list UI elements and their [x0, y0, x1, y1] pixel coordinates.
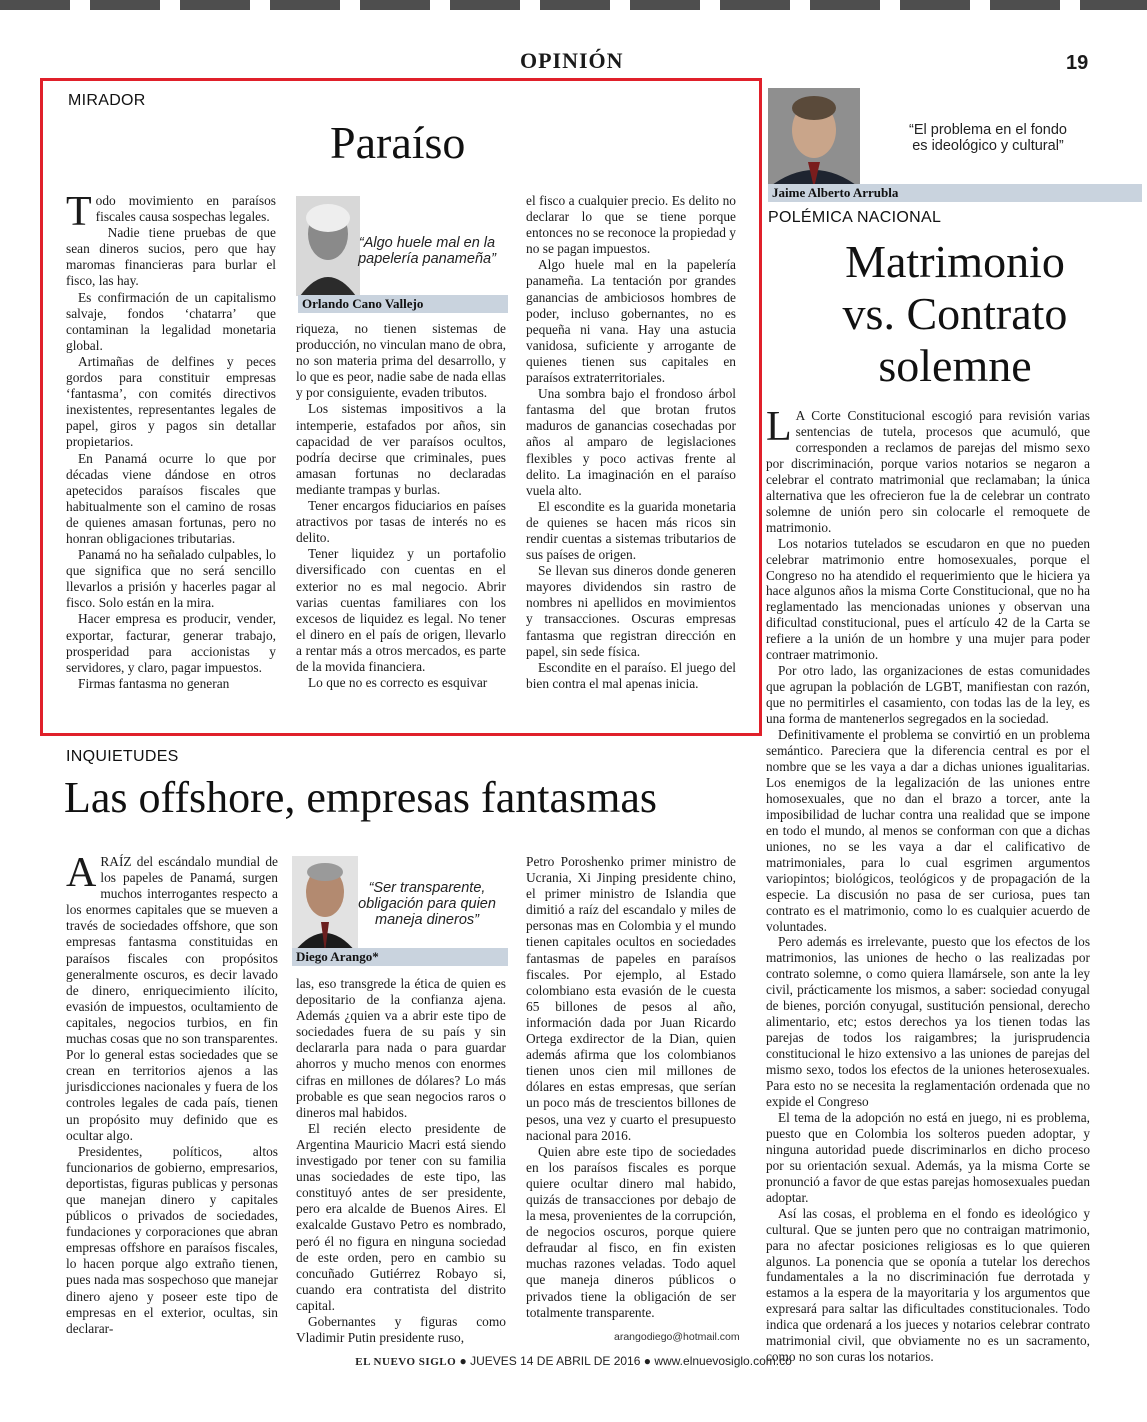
mirador-column-1 [66, 189, 276, 692]
paragraph: Escondite en el paraíso. El juego del bien contra el mal apenas inicia. [526, 659, 736, 691]
paragraph: Quien abre este tipo de sociedades en los paraísos fiscales es porque quiere ocultar dinero mal habido, quizás de transacciones por debajo de la mesa, provenientes de la corrupción, de negocios oscuros, porque quiere defraudar al fisco, en fin existen muchas razones veladas. Todo aquel que maneja dineros públicos o privados tiene la obligación de ser totalmente transparente. [526, 1143, 736, 1320]
paragraph: Panamá no ha señalado culpables, lo que significa que no será sencillo llevarlos a prisión y hacerles pagar al fisco. Solo están en la mira. [66, 547, 276, 611]
paragraph: Los notarios tutelados se escudaron en que no pueden celebrar matrimonio entre homosexuales, porque el Congreso no ha atendido el requerimiento que le hiciera ya hace algunos años la misma Corte Constitucional, que no ha reglamentado las mencionadas uniones y observan una dificultad constitucional, pues el artículo 42 de la Carta se refiere a la unión de un hombre y una mujer para poder contraer matrimonio. [766, 535, 1090, 663]
paragraph: Petro Poroshenko primer ministro de Ucrania, Xi Jinping presidente chino, el primer ministro de Islandia que dimitió a raíz del escandalo y miles de personas mas en Colombia y el mundo tienen capitales ocultos en sociedades fantasmas de papeles en paraísos fiscales. Por ejemplo, al Estado colombiano esta evasión de le cuesta 65 billones de pesos al año, información dada por Juan Ricardo Ortega exdirector de la Dian, quien además afirma que los colombianos tienen unos cien mil millones de dólares en estas empresas, que serían un poco más de trescientos billones de pesos, una vez y cuarto el presupuesto nacional para 2016. [526, 854, 736, 1143]
author-photo [768, 88, 860, 188]
mirador-label: MIRADOR [68, 92, 146, 109]
footer-url[interactable]: www.elnuevosiglo.com.co [654, 1354, 792, 1368]
mirador-column-3 [526, 193, 736, 692]
drop-cap: T [66, 189, 92, 235]
pull-quote: “El problema en el fondo es ideológico y cultural” [909, 122, 1067, 154]
inquietudes-label: INQUIETUDES [66, 748, 179, 765]
author-byline: Orlando Cano Vallejo [298, 295, 508, 313]
top-rule [0, 0, 1147, 10]
paragraph: Hacer empresa es producir, vender, exportar, facturar, generar trabajo, prosperidad para accionistas y servidores, y claro, pagar impuestos. [66, 611, 276, 675]
bullet-icon: ● [459, 1354, 471, 1368]
paragraph: Gobernantes y figuras como Vladimir Putin presidente ruso, [296, 1313, 506, 1346]
inquietudes-column-2 [296, 976, 506, 1346]
paragraph: Pero además es irrelevante, puesto que los efectos de los matrimonios, las uniones de hecho o las realizadas por contrato solemne, o como quiera llamársele, son ante la ley civil, prácticamente los mismos, a saber: sociedad conyugal de bienes, porción conyugal, sustitución pensional, derecho alimentario, etc; estos derechos ya los tienen todas las parejas de todos los raigambres; la jurisprudencia constitucional le hizo extensivo a las uniones de parejas del mismo sexo, todos los efectos de la uniones heterosexuales. Para esto no se necesita la reglamentación ordenada que no expide el Congreso [766, 934, 1090, 1109]
footer-date: JUEVES 14 DE ABRIL DE 2016 [470, 1354, 641, 1368]
paragraph: Presidentes, políticos, altos funcionarios de gobierno, empresarios, deportistas, figuras publicas y personas que manejan dinero y capitales públicos o privados de sociedades, fundaciones y corporaciones que abran empresas offshore en paraísos fiscales, lo hacen porque algo extraño tienen, pues nada mas sospechoso que manejar dinero ajeno y poseer este tipo de empresas en el exterior, ocultas, sin declarar- [66, 1143, 278, 1336]
mirador-column-2 [296, 321, 506, 691]
paragraph: En Panamá ocurre lo que por décadas viene dándose en otros apetecidos paraísos fiscales que habitualmente son el camino de rosas de quienes amasan fortunas, pero no honran obligaciones tributarias. [66, 450, 276, 546]
mirador-title: Paraíso [330, 117, 466, 168]
paragraph: Una sombra bajo el frondoso árbol fantasma del que brotan frutos maduros de ganancias cosechadas por años al amparo de legislaciones flexibles y poco activas frente al delito. La imaginación en el paraíso vuela alto. [526, 386, 736, 498]
bullet-icon: ● [643, 1354, 655, 1368]
author-byline: Jaime Alberto Arrubla [768, 184, 1142, 202]
paragraph: Nadie tiene pruebas de que sean dineros sucios, pero que hay maromas financieras para burlar el fisco, las hay. [66, 225, 276, 289]
paragraph: Por otro lado, las organizaciones de estas comunidades que agrupan la población de LGBT, manifiestan con razón, que no permitirles el casamiento, con todas las de la ley, es una forma de mantenerlos segregados en la sociedad. [766, 663, 1090, 727]
author-byline: Diego Arango* [292, 948, 508, 966]
paragraph: El escondite es la guarida monetaria de quienes se hacen más ricos sin rendir cuentas a sistemas tributarios de sus países de origen. [526, 498, 736, 563]
pull-quote: “Algo huele mal en la papelería panameña” [358, 235, 496, 267]
inquietudes-title: Las offshore, empresas fantasmas [64, 773, 657, 822]
paragraph: odo movimiento en paraísos fiscales causa sospechas legales. [95, 193, 276, 225]
inquietudes-column-1 [66, 850, 278, 1337]
paragraph: Algo huele mal en la papelería panameña. La tentación por grandes ganancias de ambiciosos hombres de poder, incluso gobernantes, no es pequeña ni vana. Hay una astucia vanidosa, suficiente y arrogante de quienes tienen sus capitales en paraísos extraterritoriales. [526, 257, 736, 386]
title-line: vs. Contrato [842, 288, 1068, 339]
paragraph: Artimañas de delfines y peces gordos para constituir empresas ‘fantasma’, con comités directivos inexistentes, representantes legales de papel, giros y pagos sin detallar propietarios. [66, 353, 276, 450]
polemica-title [780, 236, 1130, 392]
paragraph: las, eso transgrede la ética de quien es depositario de la confianza ajena. Además ¿quien va a abrir este tipo de sociedades fuera de su país y sin declararla para nada o para guardar ahorros y mucho menos con enormes cifras en millones de dólares? Lo más probable es que sean negocios raros o dineros mal habidos. [296, 976, 506, 1120]
polemica-body [766, 404, 1090, 1365]
author-photo [292, 856, 358, 952]
inquietudes-column-3 [526, 854, 736, 1321]
page-number: 19 [1066, 52, 1089, 74]
paragraph: Los sistemas impositivos a la intemperie, estafados por años, sin capacidad de ver paraísos ocultos, podría decirse que criminales, pues amasan fortunas no declaradas mediante trampas y burlas. [296, 401, 506, 497]
author-email: arangodiego@hotmail.com [614, 1331, 740, 1343]
footer [0, 1354, 1147, 1368]
author-photo [296, 196, 360, 296]
paragraph: El recién electo presidente de Argentina Mauricio Macri está siendo investigado por tener con su familia unas sociedades de este tipo, las constituyó antes de ser presidente, pero era alcalde de Buenos Aires. El exalcalde Gustavo Petro es nombrado, peró él no figura en ninguna sociedad de este orden, pero en cambio su concuñado Gutiérrez Robayo si, cuando era contratista del distrito capital. [296, 1120, 506, 1313]
drop-cap: A [66, 850, 97, 896]
title-line: solemne [878, 340, 1032, 391]
paragraph: A Corte Constitucional escogió para revisión varias sentencias de tutela, procesos que acumuló, que corresponden a reclamos de parejas del mismo sexo por discriminación, porque varios notarios se negaron a celebrar el contrato matrimonial que reclamaban; la única alternativa que les ofrecieron fue la de celebrar un contrato solemne de unión pero sin colocarle el remoquete de matrimonio. [766, 408, 1090, 535]
title-line: Matrimonio [845, 236, 1065, 287]
polemica-label: POLÉMICA NACIONAL [768, 209, 942, 226]
drop-cap: L [766, 404, 792, 450]
footer-paper: EL NUEVO SIGLO [355, 1356, 457, 1368]
paragraph: Así las cosas, el problema en el fondo es ideológico y cultural. Que se junten pero que no contraigan matrimonio, para no afectar posiciones religiosas es lo que quieren algunos. La ponencia que se oponía a tutelar los derechos fundamentales a la no discriminación fue derrotada y estamos a la espera de la mayoritaria y los argumentos que expresará para saltar las dificultades constitucionales. Todo indica que ordenará a los jueces y notarios celebrar contrato matrimonial civil, que obviamente no es un sacramento, como no son curas los notarios. [766, 1205, 1090, 1365]
paragraph: riqueza, no tienen sistemas de producción, no vinculan mano de obra, no son materia prima del desarrollo, y lo que es peor, nadie sabe de nada ellas y por consiguiente, evaden tributos. [296, 321, 506, 401]
paragraph: Lo que no es correcto es esquivar [308, 675, 488, 691]
paragraph: Firmas fantasma no generan [78, 675, 230, 691]
paragraph: El tema de la adopción no está en juego, ni es problema, puesto que en Colombia los solteros pueden adoptar, y ninguna autoridad puede discriminarlos en dicho proceso por su orientación sexual. Además, ya la misma Corte se pronunció a favor de que estas parejas homosexuales puedan adoptar. [766, 1109, 1090, 1205]
paragraph: Definitivamente el problema se convirtió en un problema semántico. Pareciera que la diferencia central es por el nombre que se les vaya a dar a dichas uniones igualitarias. Los enemigos de la legalización de las uniones entre homosexuales, que no dan el brazo a torcer, ante la imposibilidad de luchar contra una realidad que se impone en todo el mundo, al menos se conforman con que a dichas uniones, no se les vaya a dar el calificativo de matrimoniales, para lo cual esgrimen argumentos variopintos; biológicos, teológicos y de propagación de la especie. La discusión no pasa de ser curiosa, pues tan contrato es el matrimonio, como lo es cualquier acuerdo de voluntades. [766, 727, 1090, 934]
paragraph: Se llevan sus dineros donde generen mayores dividendos sin rastro de nombres ni apellidos en movimientos y transacciones. Oscuras empresas fantasma que registran dirección en papel, sin sede física. [526, 563, 736, 659]
pull-quote: “Ser transparente, obligación para quien maneja dineros” [358, 880, 496, 928]
paragraph: Es confirmación de un capitalismo salvaje, fondos ‘chatarra’ que contaminan la legalidad monetaria global. [66, 289, 276, 353]
paragraph: Tener liquidez y un portafolio diversificado con cuentas en el exterior no es mal negocio. Abrir varias cuentas familiares con los excesos de liquidez es legal. No tener el dinero en el país de origen, llevarlo a rentar más a otros mercados, es parte de la movida financiera. [296, 546, 506, 674]
paragraph: RAÍZ del escándalo mundial de los papeles de Panamá, surgen muchos interrogantes respecto a los enormes capitales que se mueven a través de sociedades offshore, que son empresas fantasma constituidas en paraísos fiscales con propósitos generalmente oscuros, es decir lavado de dinero, enriquecimiento ilícito, evasión de impuestos, ocultamiento de capitales, negocios turbios, en fin muchas cosas que no son transparentes. Por lo general estas sociedades que se crean en territorios ajenos a las jurisdicciones nacionales y fuera de los controles legales de cada país, tienen un propósito muy definido que es ocultar algo. [66, 854, 278, 1143]
paragraph: Tener encargos fiduciarios en países atractivos por tasas de interés no es delito. [296, 498, 506, 546]
paragraph: el fisco a cualquier precio. Es delito no declarar lo que se tiene porque entonces no se reconoce la propiedad y no se pagan impuestos. [526, 193, 736, 257]
section-header: OPINIÓN [520, 48, 624, 73]
